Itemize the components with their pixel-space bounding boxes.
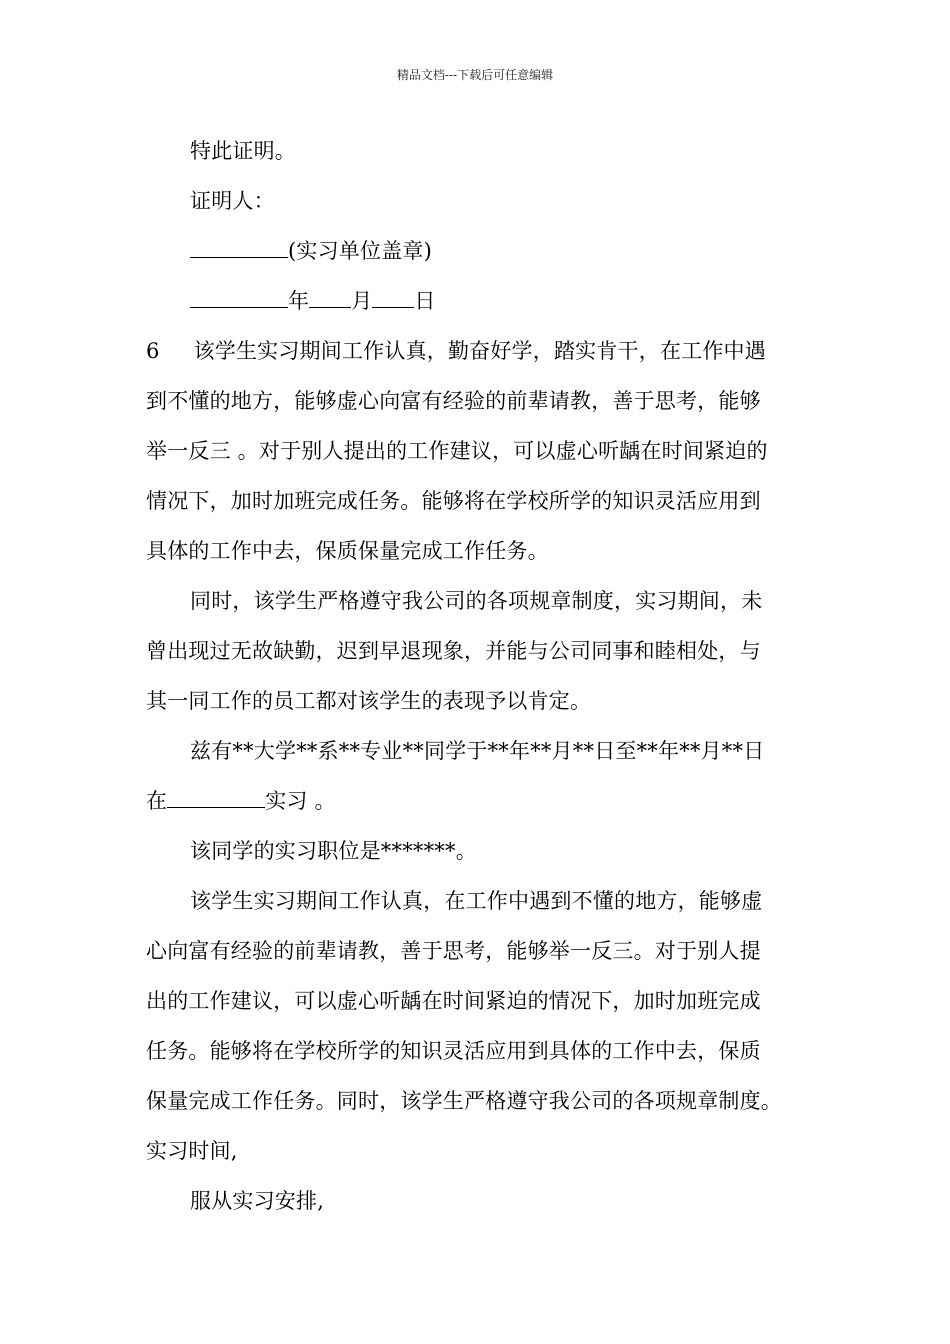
paragraph-line: 该学生实习期间工作认真，勤奋好学，踏实肯干，在工作中遇 — [193, 339, 766, 363]
date-line — [190, 287, 436, 315]
paragraph-line: 举一反三 。对于别人提出的工作建议，可以虚心听龋在时间紧迫的 — [146, 439, 768, 463]
day-label: 日 — [414, 289, 436, 313]
certifier-label: 证明人： — [190, 189, 275, 213]
seal-label: (实习单位盖章) — [288, 239, 432, 263]
month-label: 月 — [351, 289, 373, 313]
year-label: 年 — [288, 289, 310, 313]
paragraph-line: 任务。能够将在学校所学的知识灵活应用到具体的工作中去，保质 — [146, 1039, 761, 1063]
section-number: 6 — [146, 339, 160, 363]
paragraph-line: 同时，该学生严格遵守我公司的各项规章制度，实习期间，未 — [190, 589, 763, 613]
paragraph-line: 出的工作建议，可以虚心听龋在时间紧迫的情况下，加时加班完成 — [146, 989, 761, 1013]
place-blank — [167, 787, 265, 808]
paragraph-line: 情况下，加时加班完成任务。能够将在学校所学的知识灵活应用到 — [146, 489, 761, 513]
paragraph-line: 保量完成工作任务。同时，该学生严格遵守我公司的各项规章制度。 — [146, 1089, 782, 1113]
paragraph-line: 实习时间, — [146, 1139, 238, 1163]
paragraph-line: 该学生实习期间工作认真，在工作中遇到不懂的地方，能够虚 — [190, 889, 763, 913]
paragraph-line: 心向富有经验的前辈请教，善于思考，能够举一反三。对于别人提 — [146, 939, 761, 963]
internship-place-line — [146, 787, 336, 815]
paragraph-line: 曾出现过无故缺勤，迟到早退现象，并能与公司同事和睦相处，与 — [146, 639, 761, 663]
place-prefix: 在 — [146, 789, 168, 813]
position-line: 该同学的实习职位是*******。 — [190, 839, 477, 863]
paragraph-line: 到不懂的地方，能够虚心向富有经验的前辈请教，善于思考，能够 — [146, 389, 761, 413]
day-blank — [372, 287, 414, 308]
seal-line — [190, 237, 432, 265]
paragraph-line: 服从实习安排, — [190, 1189, 325, 1213]
intro-line: 兹有**大学**系**专业**同学于**年**月**日至**年**月**日 — [190, 739, 765, 763]
year-blank — [190, 287, 288, 308]
closing-text: 特此证明。 — [190, 139, 296, 163]
month-blank — [309, 287, 351, 308]
place-suffix: 实习 。 — [265, 789, 336, 813]
seal-blank — [190, 237, 288, 258]
paragraph-line: 具体的工作中去，保质保量完成工作任务。 — [146, 539, 549, 563]
page-header: 精品文档---下载后可任意编辑 — [396, 68, 554, 82]
section-6-first-line — [146, 337, 766, 365]
paragraph-line: 其一同工作的员工都对该学生的表现予以肯定。 — [146, 689, 592, 713]
